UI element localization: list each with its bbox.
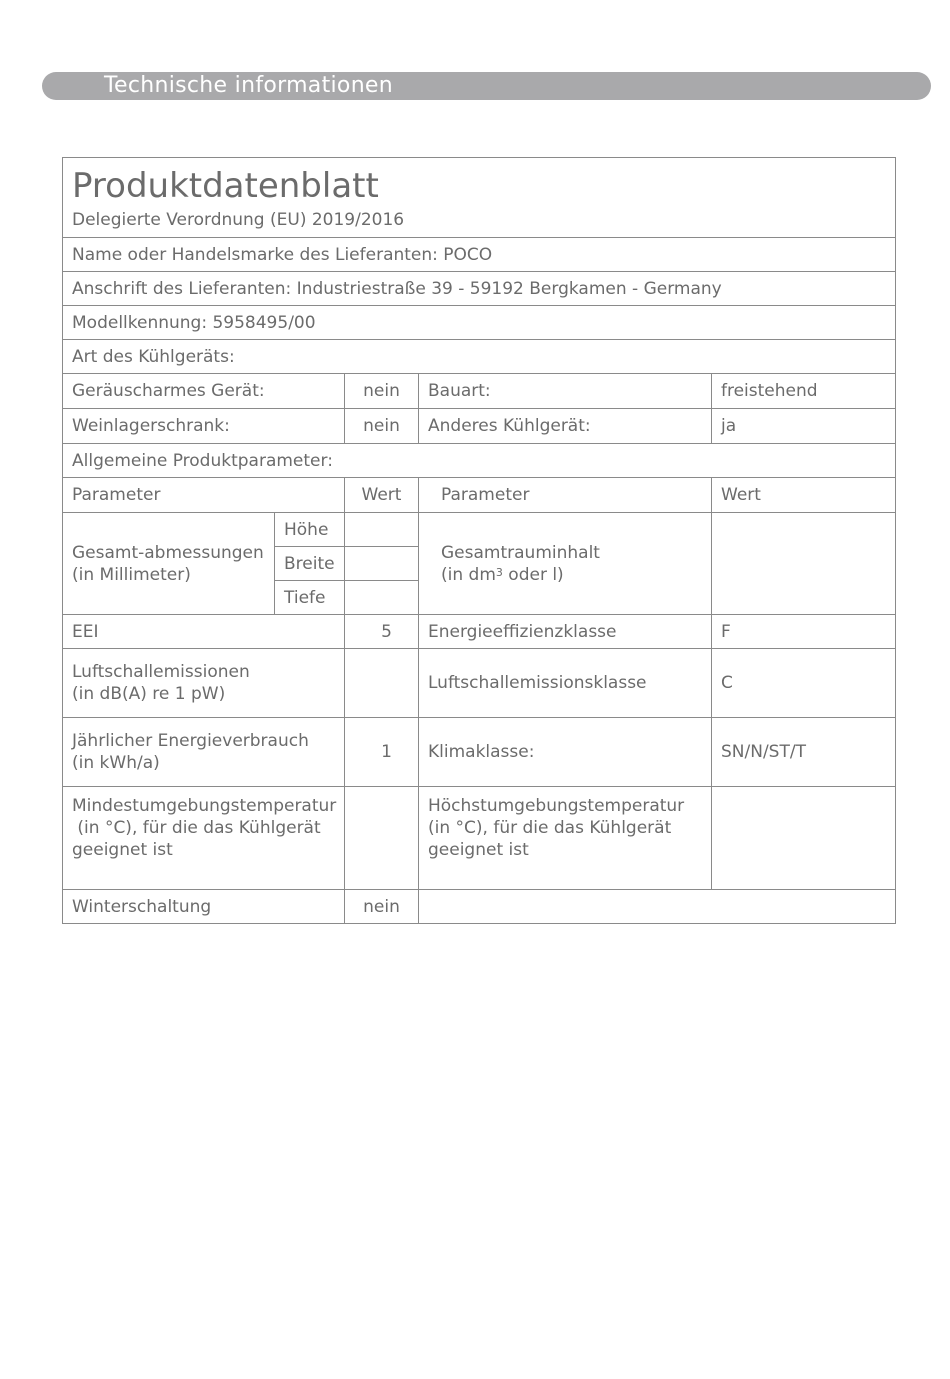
annual-energy-label [63, 718, 345, 787]
eei-value: 5 [345, 615, 419, 649]
supplier-name-row [63, 238, 896, 272]
other-device-label: Anderes Kühlgerät: [419, 409, 712, 444]
total-volume-value [712, 513, 896, 615]
column-header-row [63, 478, 896, 513]
climate-class-value: SN/N/ST/T [712, 718, 896, 787]
width-label: Breite [275, 547, 345, 581]
total-volume-line2-part1: (in dm [441, 564, 496, 585]
column-header-parameter: Parameter [63, 478, 345, 513]
document-title: Produktdatenblatt [72, 165, 379, 206]
column-header-parameter-2: Parameter [419, 478, 712, 513]
low-noise-label: Geräuscharmes Gerät: [63, 374, 345, 409]
product-data-table [62, 157, 896, 924]
annual-energy-value: 1 [345, 718, 419, 787]
annual-energy-line1: Jährlicher Energieverbrauch [72, 731, 309, 751]
total-volume-line1: Gesamtrauminhalt [441, 542, 600, 563]
dimensions-label-line1: Gesamt-abmessungen [72, 542, 264, 563]
noise-emissions-label [63, 649, 345, 718]
noise-class-label: Luftschallemissionsklasse [419, 649, 712, 718]
depth-value [345, 581, 419, 615]
model-id-row [63, 306, 896, 340]
total-volume-label [419, 513, 712, 615]
supplier-name: Name oder Handelsmarke des Lieferanten: POCO [63, 238, 896, 272]
temperature-row [63, 787, 896, 890]
supplier-address: Anschrift des Lieferanten: Industriestraße 39 - 59192 Bergkamen - Germany [63, 272, 896, 306]
min-temp-label [63, 787, 345, 890]
device-type-heading: Art des Kühlgeräts: [63, 340, 896, 374]
width-value [345, 547, 419, 581]
eei-label: EEI [63, 615, 345, 649]
annual-energy-row [63, 718, 896, 787]
total-volume-line2 [441, 564, 702, 586]
title-cell [63, 158, 896, 238]
general-params-heading: Allgemeine Produktparameter: [63, 444, 896, 478]
device-type-row [63, 340, 896, 374]
dimensions-label [63, 513, 275, 615]
noise-emissions-line2: (in dB(A) re 1 pW) [72, 684, 226, 704]
other-device-value: ja [712, 409, 896, 444]
max-temp-value [712, 787, 896, 890]
energy-class-value: F [712, 615, 896, 649]
max-temp-line1: Höchstumgebungstemperatur [428, 796, 685, 816]
wine-label: Weinlagerschrank: [63, 409, 345, 444]
low-noise-row [63, 374, 896, 409]
document-subtitle: Delegierte Verordnung (EU) 2019/2016 [72, 209, 405, 230]
min-temp-line2: (in °C), für die das Kühlgerät [72, 818, 321, 838]
noise-row [63, 649, 896, 718]
design-value: freistehend [712, 374, 896, 409]
max-temp-label [419, 787, 712, 890]
product-data-sheet [62, 157, 895, 924]
height-value [345, 513, 419, 547]
design-label: Bauart: [419, 374, 712, 409]
column-header-value-2: Wert [712, 478, 896, 513]
noise-emissions-line1: Luftschallemissionen [72, 662, 250, 682]
noise-class-value: C [712, 649, 896, 718]
min-temp-value [345, 787, 419, 890]
eei-row [63, 615, 896, 649]
general-params-row [63, 444, 896, 478]
wine-row [63, 409, 896, 444]
section-title: Technische informationen [104, 73, 394, 98]
title-row [63, 158, 896, 238]
climate-class-label: Klimaklasse: [419, 718, 712, 787]
dimensions-row-height [63, 513, 896, 547]
max-temp-line3: geeignet ist [428, 840, 529, 860]
dimensions-label-line2: (in Millimeter) [72, 564, 191, 585]
annual-energy-line2: (in kWh/a) [72, 753, 160, 773]
min-temp-line3: geeignet ist [72, 840, 173, 860]
min-temp-line1: Mindestumgebungstemperatur [72, 796, 337, 816]
supplier-address-row [63, 272, 896, 306]
total-volume-superscript: 3 [495, 565, 503, 579]
max-temp-line2: (in °C), für die das Kühlgerät [428, 818, 672, 838]
height-label: Höhe [275, 513, 345, 547]
winter-switch-value: nein [345, 890, 419, 924]
model-id: Modellkennung: 5958495/00 [63, 306, 896, 340]
winter-row [63, 890, 896, 924]
noise-emissions-value [345, 649, 419, 718]
winter-switch-label: Winterschaltung [63, 890, 345, 924]
energy-class-label: Energieeffizienzklasse [419, 615, 712, 649]
total-volume-line2-part2: oder l) [502, 564, 564, 585]
depth-label: Tiefe [275, 581, 345, 615]
wine-value: nein [345, 409, 419, 444]
winter-row-empty [419, 890, 896, 924]
column-header-value: Wert [345, 478, 419, 513]
section-header-bar [42, 72, 931, 100]
low-noise-value: nein [345, 374, 419, 409]
